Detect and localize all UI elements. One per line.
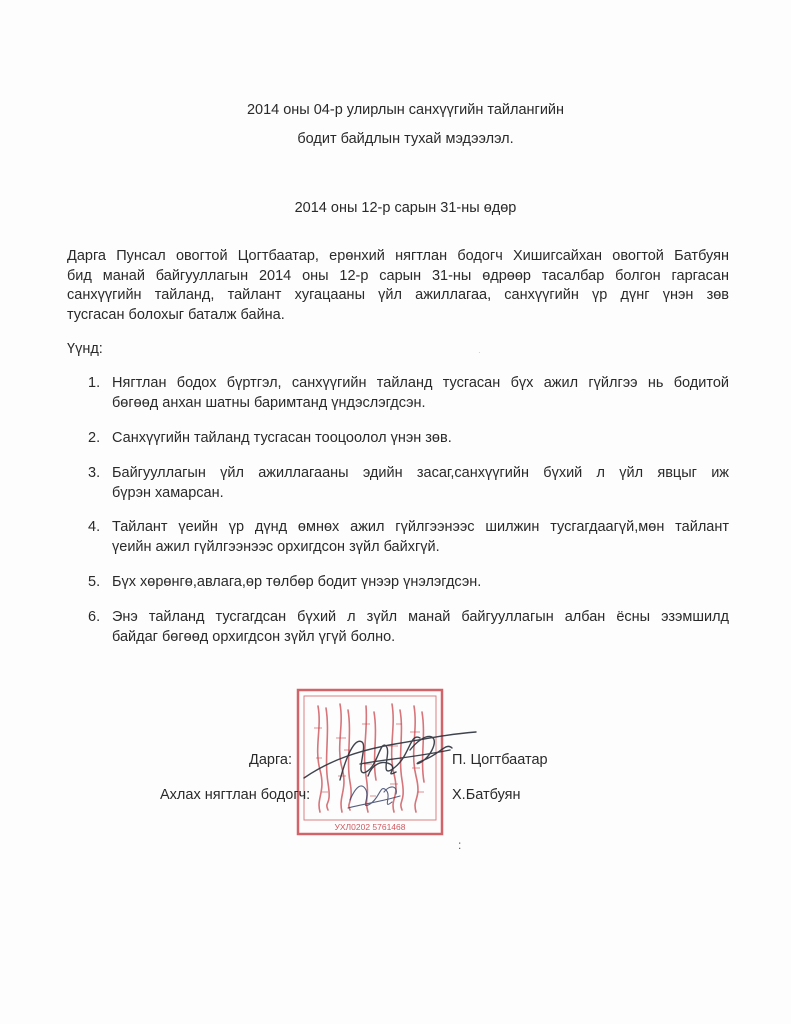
- reason-label: Үүнд:: [67, 341, 103, 357]
- list-item-text: [112, 608, 729, 647]
- list-item-line: Санхүүгийн тайланд тусгасан тооцоолол үнэн зөв.: [112, 430, 452, 446]
- stamp-code: УХЛ0202 5761468: [334, 822, 406, 832]
- scan-speck: ·: [478, 348, 481, 357]
- list-item-number: 4.: [88, 519, 101, 535]
- intro-line: бид манай байгууллагын 2014 оны 12-р сарын 31-ны өдрөөр тасалбар болгон гаргасан: [67, 267, 729, 284]
- handwritten-signatures: [300, 720, 480, 820]
- list-item-line: Нягтлан бодох бүртгэл, санхүүгийн тайланд тусгасан бүх ажил гүйлгээ нь бодитой: [112, 375, 729, 391]
- list-item-text: [112, 374, 729, 413]
- list-item-line: Байгууллагын үйл ажиллагааны эдийн засаг,санхүүгийн бүхий л үйл явцыг иж: [112, 465, 729, 481]
- accountant-label: Ахлах нягтлан бодогч:: [160, 787, 311, 803]
- list-item-line: Тайлант үеийн үр дүнд өмнөх ажил гүйлгээнээс шилжин тусгагдаагүй,мөн тайлант: [112, 519, 729, 535]
- list-item-text: [112, 518, 729, 557]
- document-date: 2014 оны 12-р сарын 31-ны өдөр: [294, 200, 517, 216]
- director-label: Дарга:: [249, 752, 293, 768]
- list-item-line: бөгөөд анхан шатны баримтанд үндэслэгдсэн.: [112, 394, 426, 411]
- intro-line: тусгасан болохыг баталж байна.: [67, 306, 285, 323]
- document-title-line-1: 2014 оны 04-р улирлын санхүүгийн тайлангийн: [246, 102, 565, 118]
- list-item-line: Энэ тайланд тусгагдсан бүхий л зүйл манай байгууллагын албан ёсны эзэмшилд: [112, 609, 729, 625]
- intro-paragraph: [67, 247, 729, 325]
- accountant-name: Х.Батбуян: [452, 787, 521, 803]
- list-item-text: [112, 464, 729, 503]
- intro-line: санхүүгийн тайланд, тайлант хугацааны үйл ажиллагаа, санхүүгийн үр дүнг үнэн зөв: [67, 287, 729, 303]
- list-item-text: [112, 429, 729, 449]
- list-item-number: 2.: [88, 430, 101, 446]
- list-item-text: [112, 573, 729, 593]
- list-item-line: байдаг бөгөөд орхигдсон зүйл үгүй болно.: [112, 628, 396, 645]
- list-item-line: Бүх хөрөнгө,авлага,өр төлбөр бодит үнээр үнэлэгдсэн.: [112, 574, 482, 590]
- list-item-line: бүрэн хамарсан.: [112, 484, 224, 501]
- list-item-number: 1.: [88, 375, 101, 391]
- list-item-number: 3.: [88, 465, 101, 481]
- list-item-number: 5.: [88, 574, 101, 590]
- document-title-line-2: бодит байдлын тухай мэдээлэл.: [297, 131, 514, 147]
- intro-line: Дарга Пунсал овогтой Цогтбаатар, ерөнхий нягтлан бодогч Хишигсайхан овогтой Батбуян: [67, 248, 729, 264]
- list-item-line: үеийн ажил гүйлгээнээс орхигдсон зүйл байхгүй.: [112, 538, 440, 555]
- scan-speck: :: [458, 838, 462, 852]
- list-item-number: 6.: [88, 609, 101, 625]
- director-name: П. Цогтбаатар: [452, 752, 548, 768]
